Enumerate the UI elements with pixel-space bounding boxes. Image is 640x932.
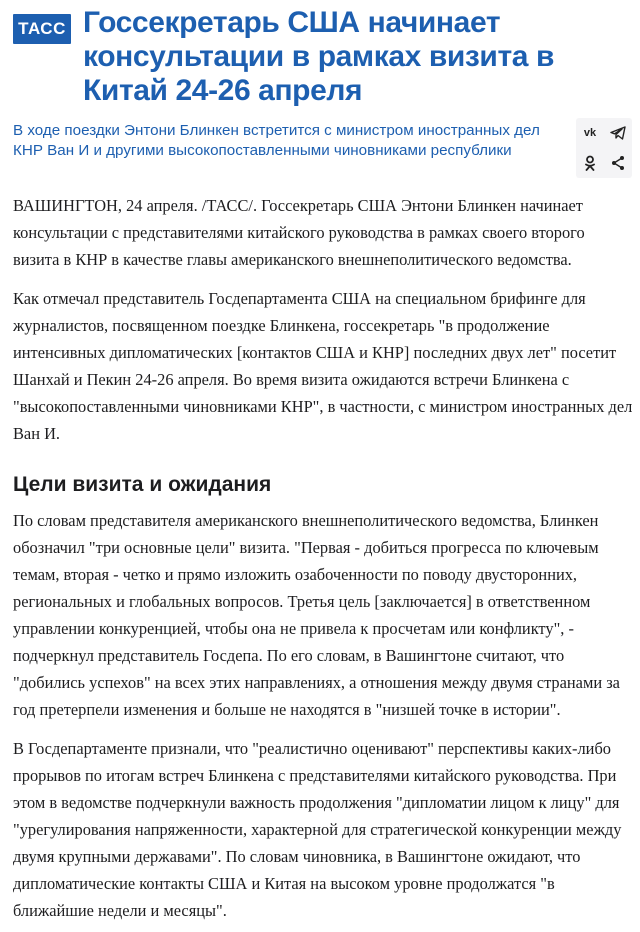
share-glyph — [610, 155, 626, 171]
telegram-icon[interactable] — [608, 124, 628, 142]
article-paragraph-3: По словам представителя американского внешнеполитического ведомства, Блинкен обозначил "три основные цели" визита. "Первая - добиться прогресса по ключевым темам, вторая - четко и прямо изложить озабоченности по поводу двусторонних, региональных и глобальных вопросов. Третья цель [заключается] в ответственном управлении конкуренцией, чтобы она не привела к просчетам или конфликту", - подчеркнул представитель Госдепа. По его словам, в Вашингтоне считают, что "добились успехов" на всех этих направлениях, а отношения между двумя странами за год претерпели изменения и больше не находятся в "низшей точке в истории". — [13, 511, 620, 719]
article-header — [13, 6, 633, 110]
vk-icon-label: vk — [583, 127, 597, 139]
article-title: Госсекретарь США начинает консультации в рамках визита в Китай 24-26 апреля — [83, 6, 555, 107]
odnoklassniki-glyph — [584, 155, 596, 171]
vk-icon[interactable] — [580, 124, 600, 142]
share-icon[interactable] — [608, 154, 628, 172]
share-panel — [576, 118, 632, 178]
telegram-glyph — [610, 126, 626, 140]
article-lead: В ходе поездки Энтони Блинкен встретится с министром иностранных дел КНР Ван И и другими высокопоставленными чиновниками республики — [13, 122, 540, 159]
article-paragraph-1: ВАШИНГТОН, 24 апреля. /ТАСС/. Госсекретарь США Энтони Блинкен начинает консультации с представителями китайского руководства в рамках своего второго визита в КНР в качестве главы американского внешнеполитического ведомства. — [13, 196, 585, 269]
tass-logo[interactable]: ТАСС — [13, 14, 71, 44]
article-paragraph-2: Как отмечал представитель Госдепартамента США на специальном брифинге для журналистов, посвященном поездке Блинкена, госсекретарь "в продолжение интенсивных дипломатических [контактов США и КНР] последних двух лет" посетит Шанхай и Пекин 24-26 апреля. Во время визита ожидаются встречи Блинкена с "высокопоставленными чиновниками КНР", в частности, с министром иностранных дел Ван И. — [13, 289, 633, 443]
section-heading: Цели визита и ожидания — [13, 473, 272, 496]
article-paragraph-4: В Госдепартаменте признали, что "реалистично оценивают" перспективы каких-либо прорывов по итогам встреч Блинкена с представителями китайского руководства. При этом в ведомстве подчеркнули важность продолжения "дипломатии лицом к лицу" для "урегулирования напряженности, характерной для стратегической конкуренции между двумя крупными державами". По словам чиновника, в Вашингтоне ожидают, что дипломатические контакты США и Китая на высоком уровне продолжатся "в ближайшие недели и месяцы". — [13, 739, 622, 920]
odnoklassniki-icon[interactable] — [580, 154, 600, 172]
